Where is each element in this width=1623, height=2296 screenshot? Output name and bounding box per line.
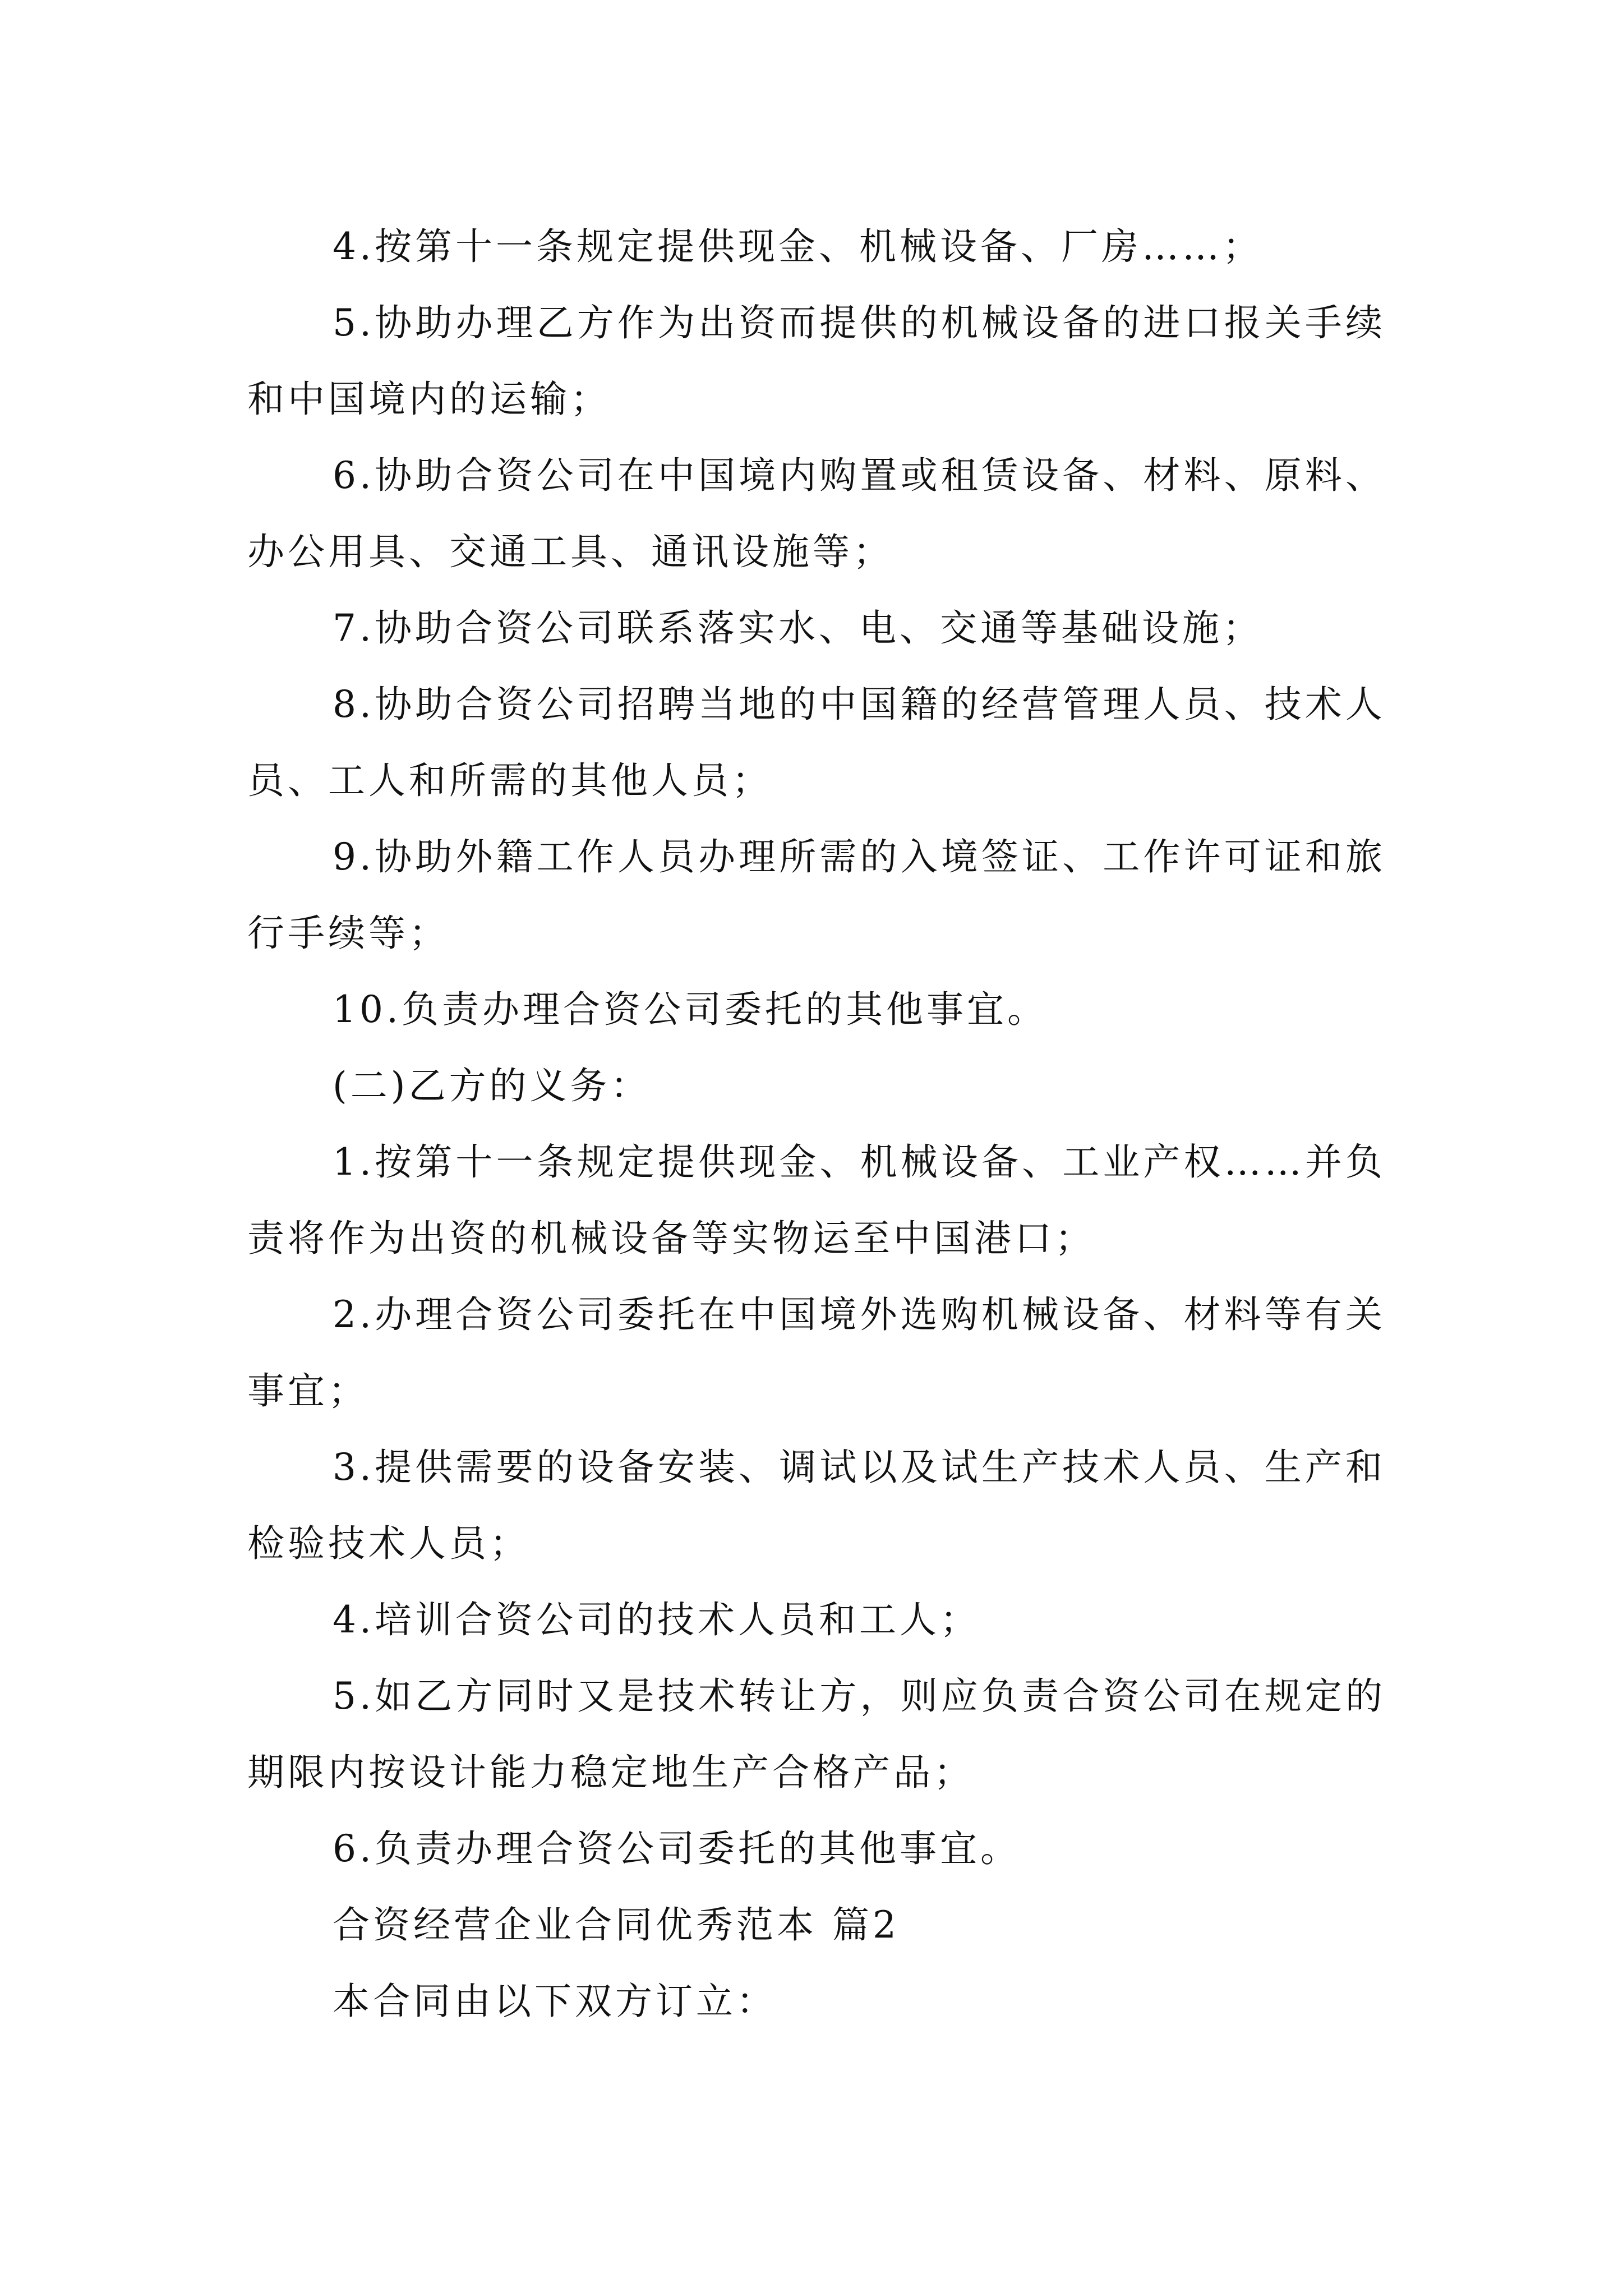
paragraph-party-a-item-8: 8.协助合资公司招聘当地的中国籍的经营管理人员、技术人员、工人和所需的其他人员； xyxy=(247,683,1386,802)
paragraph-party-b-item-2: 2.办理合资公司委托在中国境外选购机械设备、材料等有关事宜； xyxy=(247,1293,1386,1412)
paragraph-party-b-item-4: 4.培训合资公司的技术人员和工人； xyxy=(333,1598,980,1641)
paragraph-party-b-item-5: 5.如乙方同时又是技术转让方，则应负责合资公司在规定的期限内按设计能力稳定地生产合格产品； xyxy=(247,1674,1386,1794)
paragraph-party-a-item-4: 4.按第十一条规定提供现金、机械设备、厂房……； xyxy=(333,225,1263,268)
paragraph-party-b-item-3: 3.提供需要的设备安装、调试以及试生产技术人员、生产和检验技术人员； xyxy=(247,1446,1386,1565)
contract-intro-line: 本合同由以下双方订立： xyxy=(333,1980,777,2023)
paragraph-party-a-item-7: 7.协助合资公司联系落实水、电、交通等基础设施； xyxy=(333,606,1263,650)
paragraph-party-a-item-10: 10.负责办理合资公司委托的其他事宜。 xyxy=(333,988,1048,1031)
paragraph-party-a-item-6: 6.协助合资公司在中国境内购置或租赁设备、材料、原料、办公用具、交通工具、通讯设施等； xyxy=(247,454,1386,573)
paragraph-party-a-item-9: 9.协助外籍工作人员办理所需的入境签证、工作许可证和旅行手续等； xyxy=(247,835,1386,955)
article-title: 合资经营企业合同优秀范本 篇2 xyxy=(333,1903,900,1947)
document-body xyxy=(247,209,1386,2040)
section-heading-party-b-obligations: (二)乙方的义务： xyxy=(333,1064,651,1107)
paragraph-party-a-item-5: 5.协助办理乙方作为出资而提供的机械设备的进口报关手续和中国境内的运输； xyxy=(247,301,1386,421)
paragraph-party-b-item-1: 1.按第十一条规定提供现金、机械设备、工业产权……并负责将作为出资的机械设备等实物运至中国港口； xyxy=(247,1140,1386,1260)
paragraph-party-b-item-6: 6.负责办理合资公司委托的其他事宜。 xyxy=(333,1827,1021,1870)
